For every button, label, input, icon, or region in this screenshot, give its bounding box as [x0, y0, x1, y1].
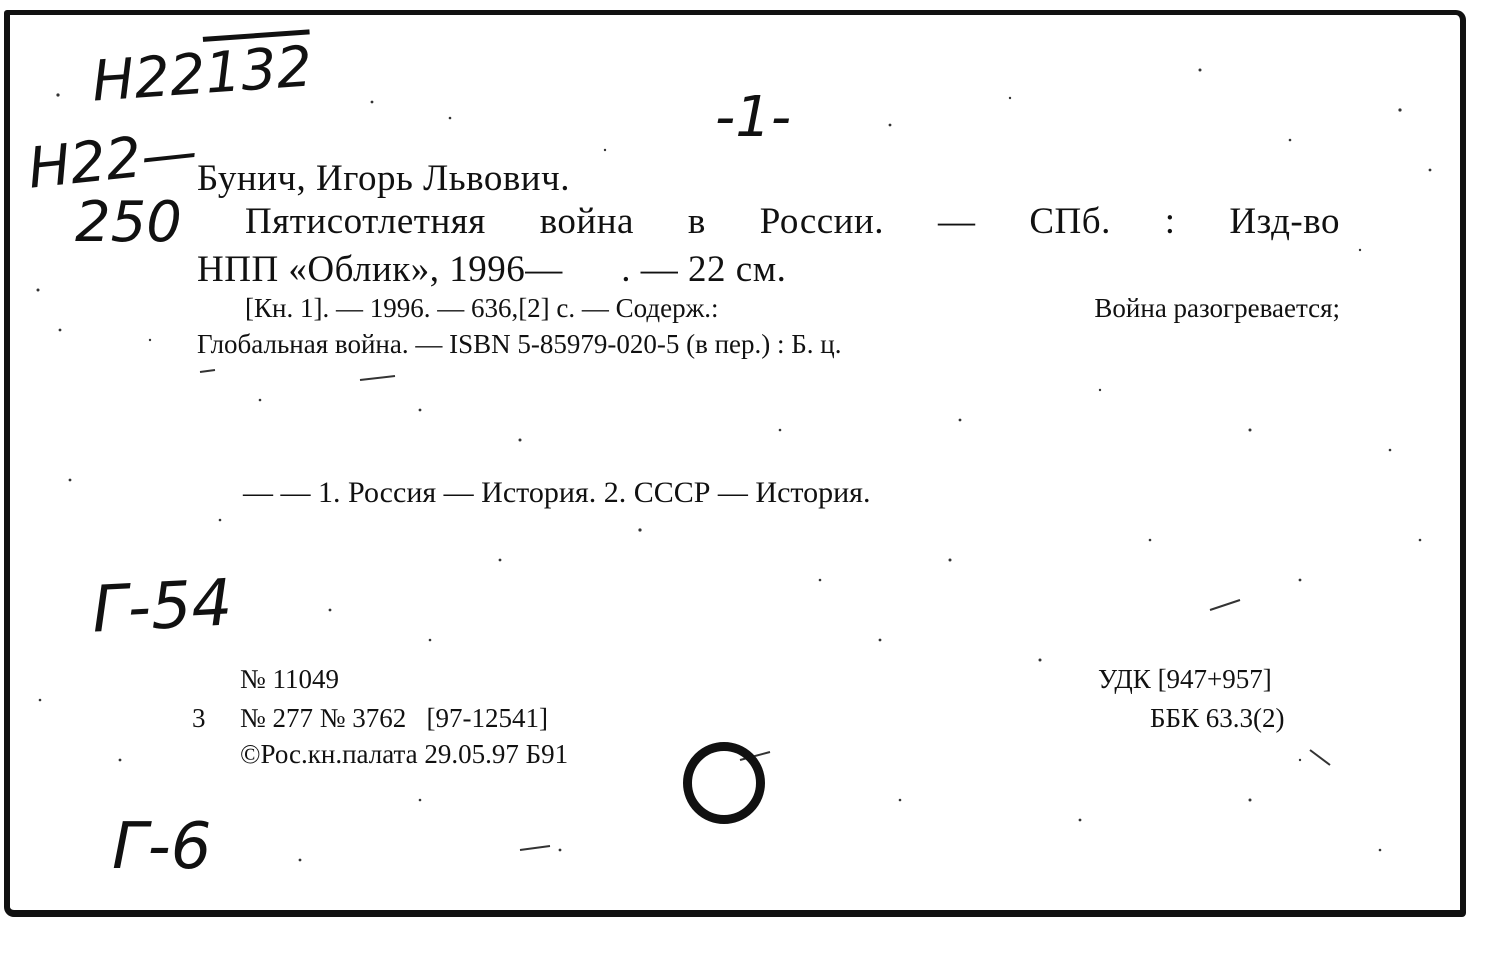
volume-contents: Война разогревается; [1094, 293, 1340, 323]
title-word: СПб. [1029, 201, 1111, 242]
entry-title-line-1 [245, 200, 1340, 243]
title-word: : [1164, 201, 1176, 242]
footer-line-prefix: 3 [192, 703, 206, 733]
entry-subjects: — — 1. Россия — История. 2. СССР — История. [243, 476, 871, 509]
footer-record-number: № 11049 [240, 664, 340, 694]
handwritten-page-mark: -1- [715, 85, 792, 150]
stamp-circle [683, 742, 765, 824]
entry-volume-line-2: Глобальная война. — ISBN 5-85979-020-5 (в пер.) : Б. ц. [197, 329, 842, 359]
footer-book-chamber: ©Рос.кн.палата 29.05.97 Б91 [240, 739, 569, 769]
title-word: России. [759, 201, 885, 242]
title-word: Пятисотлетняя [245, 201, 486, 242]
handwritten-code-number: 132 [203, 34, 315, 107]
entry-volume-line-1 [245, 293, 1340, 324]
volume-description: [Кн. 1]. — 1996. — 636,[2] с. — Содерж.: [245, 293, 719, 323]
footer-udk: УДК [947+957] [1098, 664, 1272, 694]
handwritten-shelf-mark-1: Г-54 [90, 566, 235, 648]
entry-author: Бунич, Игорь Львович. [197, 158, 570, 199]
handwritten-code: H22 [90, 41, 208, 115]
footer-registration-line: № 277 № 3762 [97-12541] [240, 703, 548, 733]
handwritten-shelf-mark-2: Г-6 [112, 810, 212, 884]
title-word: Изд-во [1229, 201, 1340, 242]
title-word: война [539, 201, 634, 242]
title-word: — [937, 201, 976, 242]
handwritten-left-code: H22— [25, 119, 201, 202]
footer-bbk: ББК 63.3(2) [1150, 703, 1285, 733]
title-word: в [687, 201, 706, 242]
entry-title-line-2: НПП «Облик», 1996— . — 22 см. [197, 249, 787, 290]
handwritten-left-number: 250 [75, 190, 182, 255]
